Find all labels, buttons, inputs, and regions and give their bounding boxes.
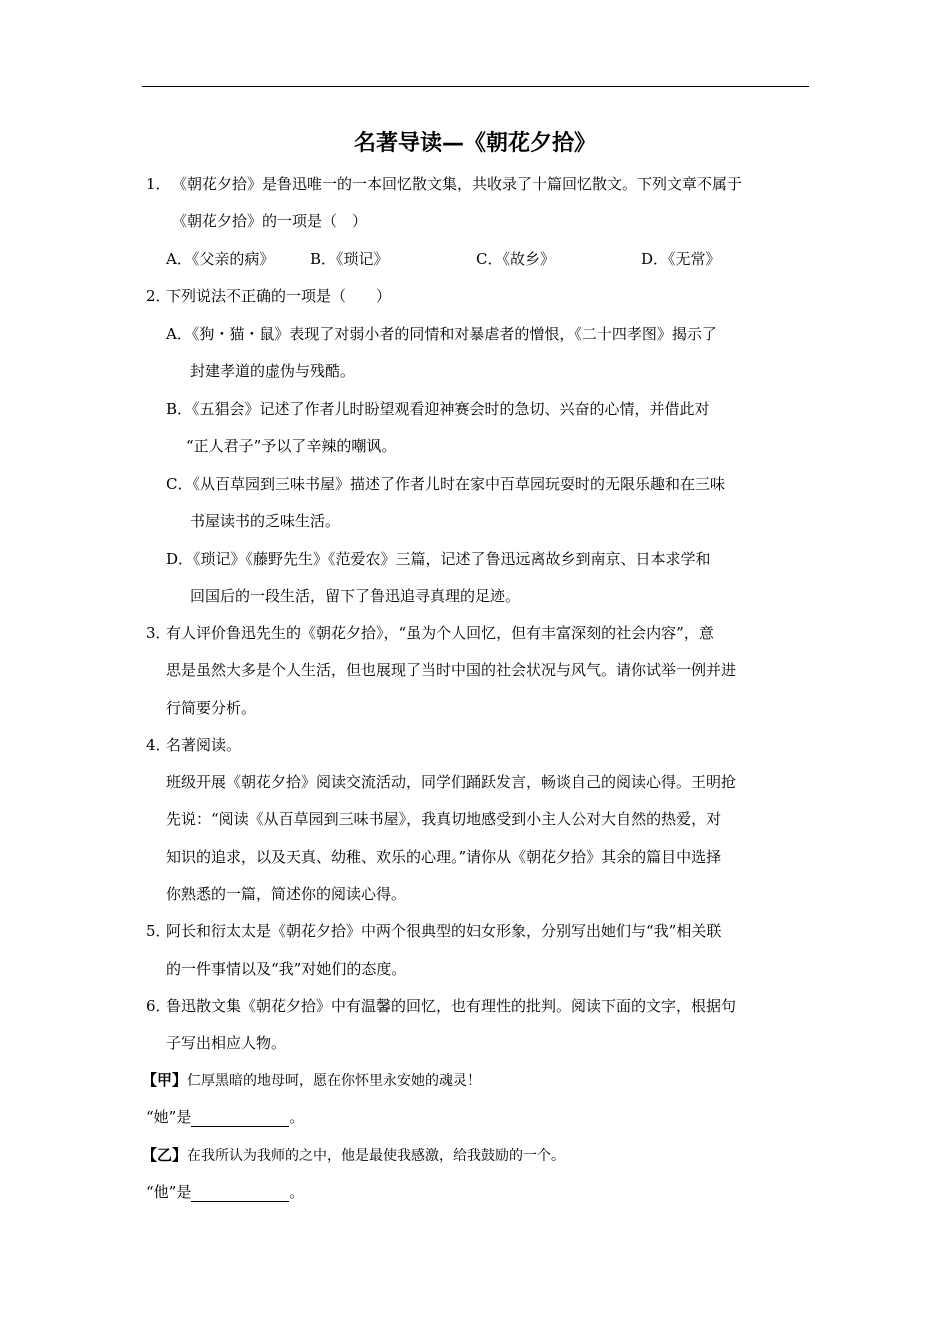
question-6-answer-jia [146,1107,304,1127]
question-3-line-3: 行简要分析。 [166,699,257,717]
excerpt-yi-tag: 【乙】 [142,1146,188,1164]
question-6-answer-yi [146,1182,304,1202]
question-2-stem: 下列说法不正确的一项是（ ） [166,287,392,305]
question-3-line-1: 有人评价鲁迅先生的《朝花夕拾》，“虽为个人回忆，但有丰富深刻的社会内容”，意 [166,624,714,642]
question-1-line-1: 《朝花夕拾》是鲁迅唯一的一本回忆散文集，共收录了十篇回忆散文。下列文章不属于 [172,175,743,193]
question-4-number: 4． [146,736,171,754]
question-1-number: 1． [146,175,171,193]
question-6-excerpt-yi [142,1145,565,1166]
question-1-option-c: C．《故乡》 [476,250,555,268]
page-title: 名著导读—《朝花夕拾》 [353,131,596,156]
question-5-line-1: 阿长和衍太太是《朝花夕拾》中两个很典型的妇女形象，分别写出她们与“我”相关联 [166,922,722,940]
question-3-line-2: 思是虽然大多是个人生活，但也展现了当时中国的社会状况与风气。请你试举一例并进 [166,661,737,679]
question-6-excerpt-jia [142,1070,481,1091]
question-2-option-d-line-2: 回国后的一段生活，留下了鲁迅追寻真理的足迹。 [190,587,521,605]
question-2-option-c-line-2: 书屋读书的乏味生活。 [190,512,341,530]
question-5-line-2: 的一件事情以及“我”对她们的态度。 [166,960,407,978]
question-3-number: 3． [146,624,171,642]
question-4-stem: 名著阅读。 [166,736,242,754]
excerpt-jia-text: 仁厚黑暗的地母呵，愿在你怀里永安她的魂灵！ [187,1073,482,1089]
question-1-option-d: D．《无常》 [641,250,721,268]
question-1-line-2: 《朝花夕拾》的一项是（ ） [172,212,368,230]
question-2-option-c-line-1: C．《从百草园到三味书屋》描述了作者儿时在家中百草园玩耍时的无限乐趣和在三味 [166,475,725,493]
excerpt-yi-text: 在我所认为我师的之中，他是最使我感激，给我鼓励的一个。 [187,1148,566,1164]
question-4-line-1: 班级开展《朝花夕拾》阅读交流活动，同学们踊跃发言，畅谈自己的阅读心得。王明抢 [166,773,737,791]
question-5-number: 5． [146,922,171,940]
answer-yi-prefix: “他”是 [146,1183,192,1201]
answer-yi-suffix: 。 [289,1183,305,1201]
answer-jia-blank[interactable] [191,1110,289,1127]
question-2-option-b-line-2: “正人君子”予以了辛辣的嘲讽。 [186,437,397,455]
question-4-line-2: 先说：“阅读《从百草园到三味书屋》，我真切地感受到小主人公对大自然的热爱，对 [166,810,722,828]
question-2-option-a-line-2: 封建孝道的虚伪与残酷。 [190,362,356,380]
header-rule [142,86,809,87]
question-2-option-d-line-1: D．《琐记》《藤野先生》《范爱农》三篇，记述了鲁迅远离故乡到南京、日本求学和 [166,550,711,568]
question-1-option-b: B．《琐记》 [310,250,389,268]
question-2-option-b-line-1: B．《五猖会》记述了作者儿时盼望观看迎神赛会时的急切、兴奋的心情，并借此对 [166,400,710,418]
answer-jia-suffix: 。 [289,1108,305,1126]
question-4-line-4: 你熟悉的一篇，简述你的阅读心得。 [166,885,407,903]
question-6-line-2: 子写出相应人物。 [166,1034,287,1052]
question-2-number: 2． [146,287,171,305]
excerpt-jia-tag: 【甲】 [142,1071,188,1089]
question-6-number: 6． [146,997,171,1015]
answer-jia-prefix: “她”是 [146,1108,192,1126]
question-1-option-a: A．《父亲的病》 [166,250,275,268]
question-2-option-a-line-1: A．《狗・猫・鼠》表现了对弱小者的同情和对暴虐者的憎恨，《二十四孝图》揭示了 [166,325,717,343]
question-4-line-3: 知识的追求，以及天真、幼稚、欢乐的心理。”请你从《朝花夕拾》其余的篇目中选择 [166,848,722,866]
question-6-line-1: 鲁迅散文集《朝花夕拾》中有温馨的回忆，也有理性的批判。阅读下面的文字，根据句 [166,997,737,1015]
answer-yi-blank[interactable] [191,1185,289,1202]
